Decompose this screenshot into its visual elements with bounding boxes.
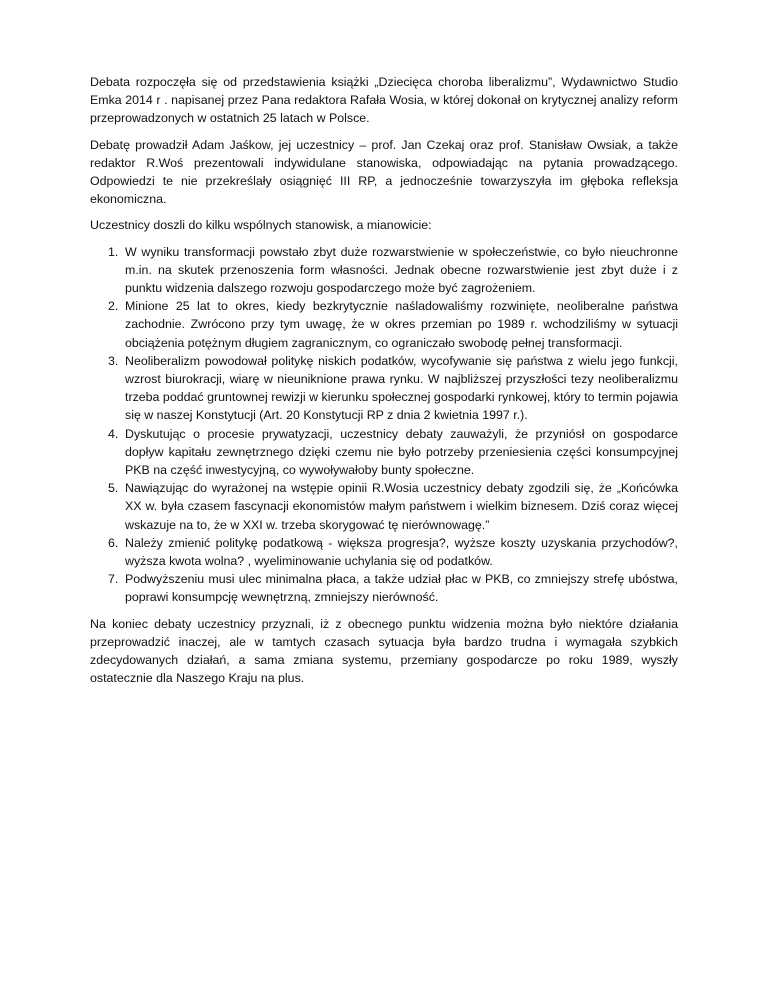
document-page: [90, 73, 678, 696]
list-item-text: Neoliberalizm powodował politykę niskich podatków, wycofywanie się państwa z wielu jego funkcji, wzrost biurokracji, wiarę w nieuniknione prawa rynku. W najbliższej przyszłości tezy neoliberalizmu trzeba poddać gruntownej rewizji w kierunku społecznej gospodarki rynkowej, który to termin pojawia się w naszej Konstytucji (Art. 20 Konstytucji RP z dnia 2 kwietnia 1997 r.).: [125, 353, 678, 423]
list-item-text: Dyskutując o procesie prywatyzacji, uczestnicy debaty zauważyli, że przyniósł on gospodarce dopływ kapitału zewnętrznego dzięki czemu nie było potrzeby przeniesienia części konsumpcyjnej PKB na część inwestycyjną, co wywoływałoby bunty społeczne.: [125, 426, 678, 478]
list-item: [90, 479, 678, 534]
list-item: [90, 570, 678, 606]
list-item: [90, 352, 678, 425]
list-item-text: W wyniku transformacji powstało zbyt duże rozwarstwienie w społeczeństwie, co było nieuchronne m.in. na skutek przenoszenia form własności. Jednak obecne rozwarstwienie jest zbyt duże i z punktu widzenia dalszego rozwoju gospodarczego może być zagrożeniem.: [125, 244, 678, 296]
conclusions-intro-paragraph: Uczestnicy doszli do kilku wspólnych stanowisk, a mianowicie:: [90, 218, 432, 233]
list-item-number: 2.: [108, 299, 119, 314]
list-item-number: 7.: [108, 572, 119, 587]
list-item-text: Podwyższeniu musi ulec minimalna płaca, a także udział płac w PKB, co zmniejszy strefę ubóstwa, poprawi konsumpcję wewnętrzną, zmniejszy nierówność.: [125, 572, 678, 605]
list-item-text: Minione 25 lat to okres, kiedy bezkrytycznie naśladowaliśmy rozwinięte, neoliberalne państwa zachodnie. Zwrócono przy tym uwagę, że w okres przemian po 1989 r. wchodziliśmy w sytuacji obciążenia potężnym długiem zagranicznym, co ograniczało swobodę pełnej transformacji.: [125, 299, 678, 350]
list-item-number: 6.: [108, 535, 119, 550]
closing-paragraph: Na koniec debaty uczestnicy przyznali, iż z obecnego punktu widzenia można było niektóre działania przeprowadzić inaczej, ale w tamtych czasach sytuacja była bardzo trudna i wymagała szybkich zdecydowanych działań, a sama zmiana systemu, przemiany gospodarcze po roku 1989, wyszły ostatecznie dla Naszego Kraju na plus.: [90, 616, 678, 686]
list-item-number: 4.: [108, 426, 119, 441]
intro-paragraph: Debata rozpoczęła się od przedstawienia książki „Dziecięca choroba liberalizmu”, Wydawnictwo Studio Emka 2014 r . napisanej przez Pana redaktora Rafała Wosia, w której dokonał on krytycznej analizy reform przeprowadzonych w ostatnich 25 latach w Polsce.: [90, 75, 678, 126]
list-item: [90, 534, 678, 570]
list-item-number: 5.: [108, 481, 119, 496]
list-item-number: 1.: [108, 244, 119, 259]
list-item: [90, 425, 678, 480]
list-item: [90, 243, 678, 298]
list-item: [90, 297, 678, 352]
moderator-paragraph: Debatę prowadził Adam Jaśkow, jej uczestnicy – prof. Jan Czekaj oraz prof. Stanisław Owsiak, a także redaktor R.Woś prezentowali indywidulane stanowiska, odpowiadając na pytania prowadzącego. Odpowiedzi te nie przekreślały osiągnięć III RP, a jednocześnie towarzyszyła im głęboka refleksja ekonomiczna.: [90, 137, 678, 207]
list-item-number: 3.: [108, 353, 119, 368]
conclusions-list: [90, 243, 678, 607]
list-item-text: Należy zmienić politykę podatkową - większa progresja?, wyższe koszty uzyskania przychodów?, wyższa kwota wolna? , wyeliminowanie uchylania się od podatków.: [125, 535, 678, 569]
list-item-text: Nawiązując do wyrażonej na wstępie opinii R.Wosia uczestnicy debaty zgodzili się, że „Końcówka XX w. była czasem fascynacji ekonomistów małym państwem i wielkim biznesem. Dziś coraz więcej wskazuje na to, że w XXI w. trzeba skorygować tę nierównowagę.”: [125, 481, 678, 532]
